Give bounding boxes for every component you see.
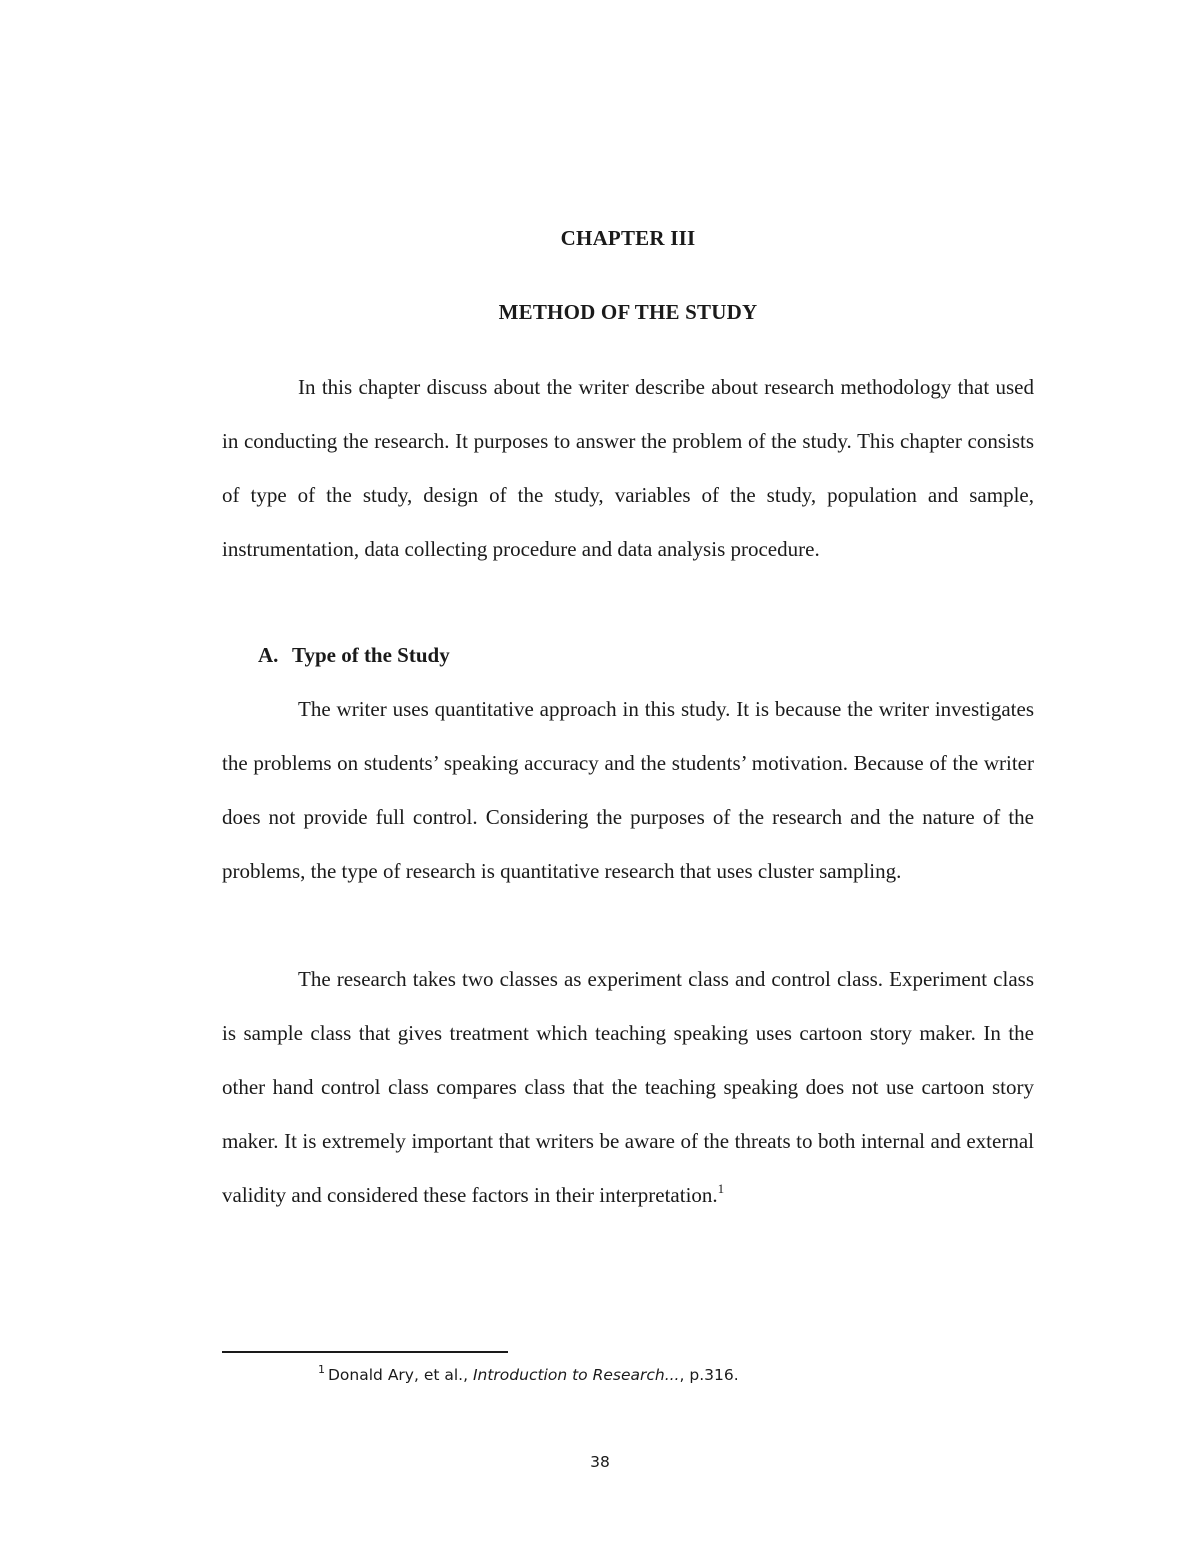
footnote <box>318 1363 739 1384</box>
section-a-letter: A. <box>258 643 279 667</box>
footnote-author: Donald Ary, et al., <box>328 1366 473 1384</box>
chapter-number-heading: CHAPTER III <box>560 226 696 250</box>
footnote-separator <box>222 1351 508 1353</box>
chapter-title-heading: METHOD OF THE STUDY <box>498 300 758 324</box>
footnote-title: Introduction to Research... <box>472 1366 680 1384</box>
section-a-paragraph-1: The writer uses quantitative approach in this study. It is because the writer investigates the problems on students’ speaking accuracy and the students’ motivation. Because of the writer does not provide full control. Considering the purposes of the research and the nature of the problems, the type of research is quantitative research that uses cluster sampling. <box>222 697 1034 883</box>
footnote-marker: 1 <box>318 1363 325 1376</box>
footnote-page: , p.316. <box>679 1366 739 1384</box>
intro-paragraph: In this chapter discuss about the writer describe about research methodology that used in conducting the research. It purposes to answer the problem of the study. This chapter consists of type of the study, design of the study, variables of the study, population and sample, instrumentation, data collecting procedure and data analysis procedure. <box>222 375 1034 561</box>
section-a-heading <box>258 643 450 668</box>
section-a-title: Type of the Study <box>292 643 450 667</box>
section-a-paragraph-2 <box>222 952 1034 1222</box>
section-a-paragraph-2-text: The research takes two classes as experiment class and control class. Experiment class is sample class that gives treatment which teaching speaking uses cartoon story maker. In the other hand control class compares class that the teaching speaking does not use cartoon story maker. It is extremely important that writers be aware of the threats to both internal and external validity and considered these factors in their interpretation. <box>222 967 1034 1207</box>
footnote-reference: 1 <box>717 1181 725 1196</box>
page-number: 38 <box>590 1453 610 1471</box>
